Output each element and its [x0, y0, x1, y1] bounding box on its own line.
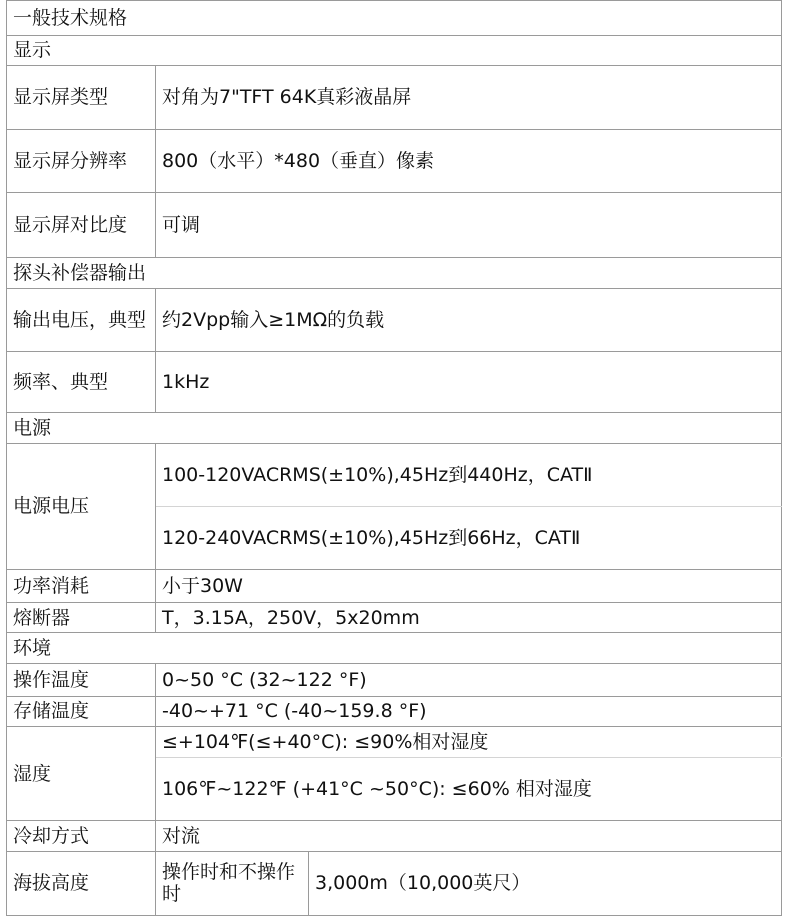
table-row — [7, 129, 782, 192]
storage-temp-label: 存储温度 — [7, 696, 156, 727]
power-consumption-value: 小于30W — [156, 570, 782, 603]
power-voltage-label: 电源电压 — [7, 443, 156, 569]
table-row — [7, 288, 782, 351]
display-resolution-value: 800（水平）*480（垂直）像素 — [156, 129, 782, 192]
spec-title: 一般技术规格 — [7, 1, 782, 36]
section-environment: 环境 — [7, 633, 782, 664]
table-row — [7, 821, 782, 852]
table-row — [7, 696, 782, 727]
humidity-value-2: 106℉~122℉ (+41°C ~50°C): ≤60% 相对湿度 — [156, 757, 782, 820]
table-row — [7, 35, 782, 66]
probe-voltage-value: 约2Vpp输入≥1MΩ的负载 — [156, 288, 782, 351]
probe-frequency-label: 频率、典型 — [7, 351, 156, 412]
fuse-value: T，3.15A，250V，5x20mm — [156, 602, 782, 633]
display-contrast-value: 可调 — [156, 192, 782, 257]
storage-temp-value: -40~+71 °C (-40~159.8 °F) — [156, 696, 782, 727]
table-row — [7, 663, 782, 696]
table-row — [7, 351, 782, 412]
table-row — [7, 443, 782, 506]
altitude-label: 海拔高度 — [7, 851, 156, 915]
table-row — [7, 1, 782, 36]
table-row — [7, 851, 782, 915]
operating-temp-value: 0~50 °C (32~122 °F) — [156, 663, 782, 696]
power-voltage-value-1: 100-120VACRMS(±10%),45Hz到440Hz，CATⅡ — [156, 443, 782, 506]
section-display: 显示 — [7, 35, 782, 66]
table-row — [7, 192, 782, 257]
altitude-value: 3,000m（10,000英尺） — [309, 851, 782, 915]
fuse-label: 熔断器 — [7, 602, 156, 633]
table-row — [7, 602, 782, 633]
section-power: 电源 — [7, 413, 782, 444]
humidity-label: 湿度 — [7, 727, 156, 821]
display-contrast-label: 显示屏对比度 — [7, 192, 156, 257]
cooling-label: 冷却方式 — [7, 821, 156, 852]
section-probe: 探头补偿器输出 — [7, 258, 782, 289]
power-voltage-value-2: 120-240VACRMS(±10%),45Hz到66Hz，CATⅡ — [156, 506, 782, 569]
display-resolution-label: 显示屏分辨率 — [7, 129, 156, 192]
operating-temp-label: 操作温度 — [7, 663, 156, 696]
spec-table — [6, 0, 782, 916]
altitude-condition: 操作时和不操作时 — [156, 851, 309, 915]
table-row — [7, 258, 782, 289]
table-row — [7, 66, 782, 129]
table-row — [7, 727, 782, 758]
probe-voltage-label: 输出电压，典型 — [7, 288, 156, 351]
display-type-value: 对角为7"TFT 64K真彩液晶屏 — [156, 66, 782, 129]
table-row — [7, 633, 782, 664]
display-type-label: 显示屏类型 — [7, 66, 156, 129]
humidity-value-1: ≤+104℉(≤+40°C): ≤90%相对湿度 — [156, 727, 782, 758]
table-row — [7, 413, 782, 444]
power-consumption-label: 功率消耗 — [7, 570, 156, 603]
table-row — [7, 570, 782, 603]
probe-frequency-value: 1kHz — [156, 351, 782, 412]
cooling-value: 对流 — [156, 821, 782, 852]
